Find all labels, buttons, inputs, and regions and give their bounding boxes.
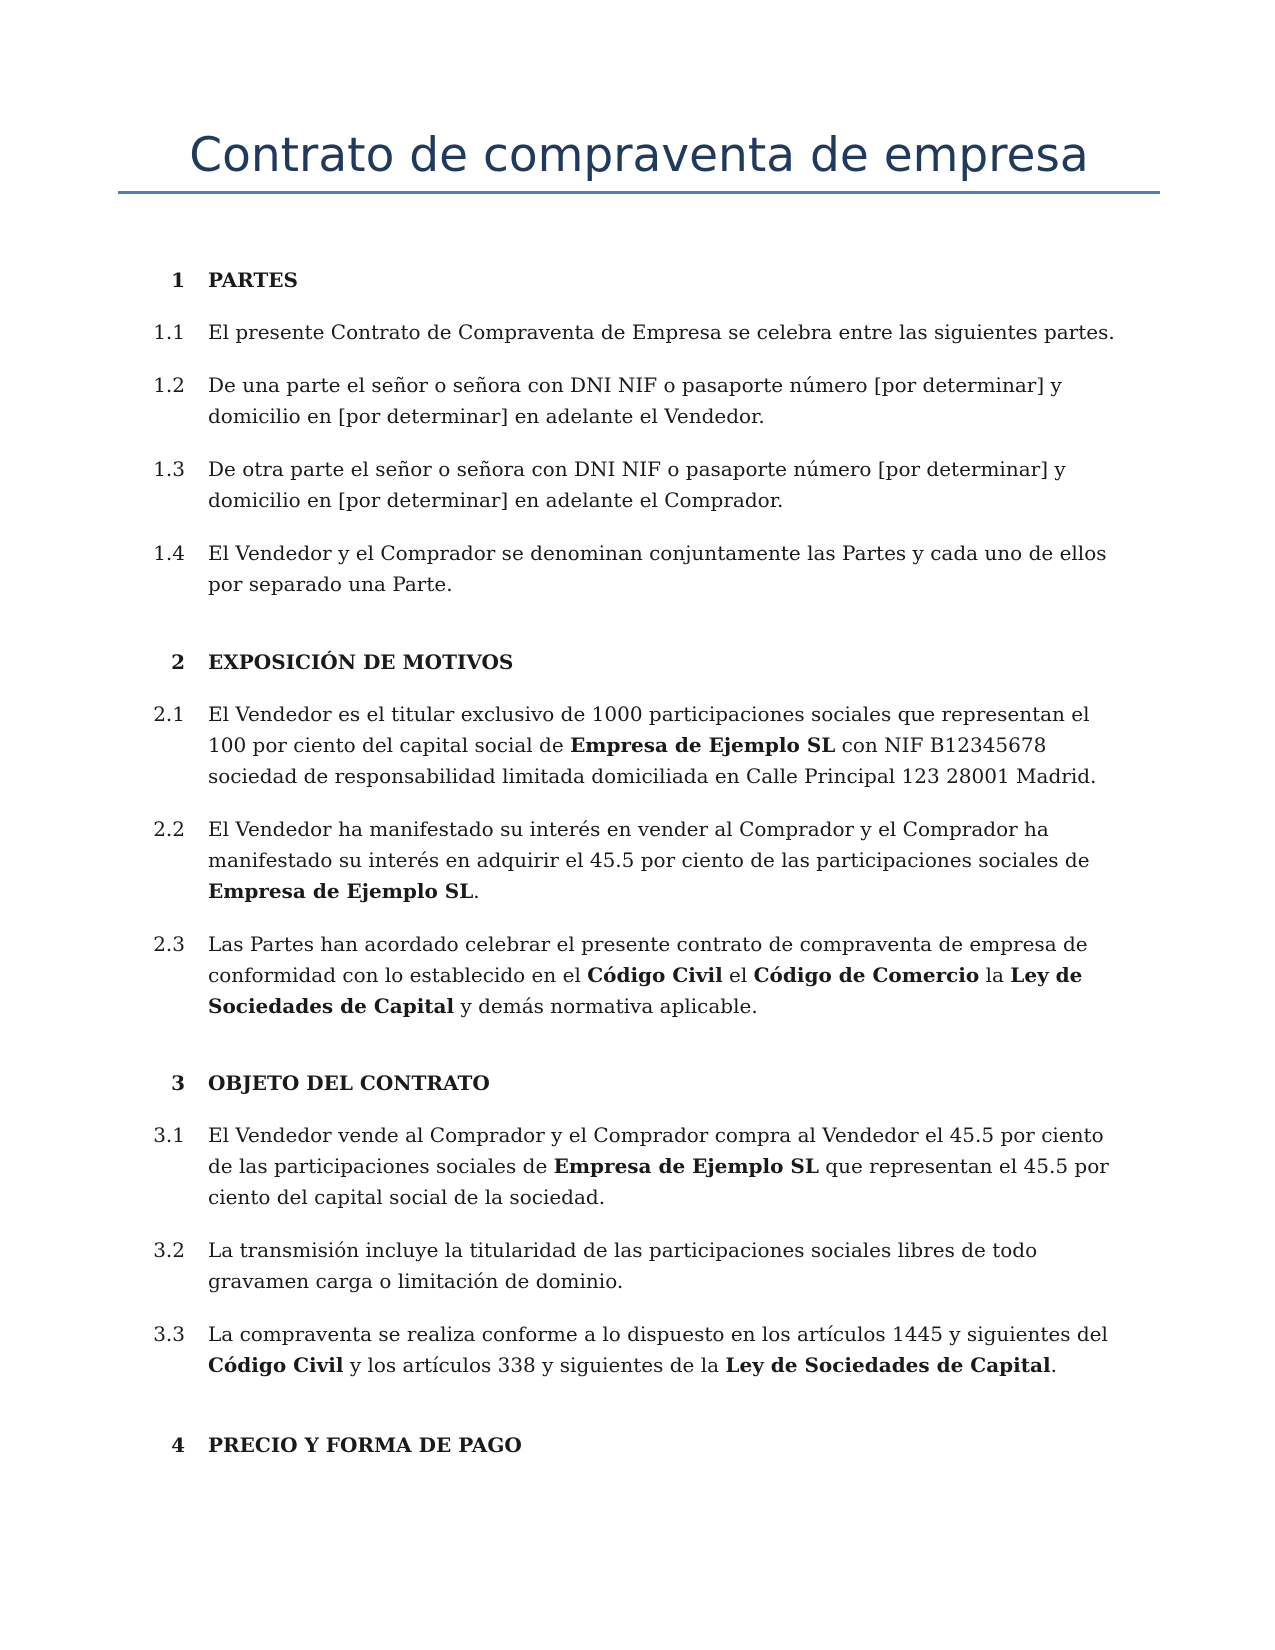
document-title: Contrato de compraventa de empresa [189,128,1089,183]
bold-reference: Ley de Sociedades de Capital [208,963,1083,1018]
clause-3.1 [0,1120,1275,1213]
bold-reference: Código de Comercio [753,963,980,987]
clause-text [208,929,1133,1022]
clause-text [208,454,1133,516]
clause-3.2 [0,1235,1275,1297]
clause-text [208,1120,1133,1213]
clause-text [208,538,1133,600]
clause-text-run: El Vendedor es el titular exclusivo de 1000 participaciones sociales que representan el 100 por ciento del capital social de [208,702,1090,757]
clause-text-run: De una parte el señor o señora con DNI NIF o pasaporte número [por determinar] y domicilio en [por determinar] en adelante el Vendedor. [208,373,1062,428]
clause-text-run: . [473,879,480,903]
section-title: PARTES [208,268,298,292]
clause-text [208,317,1133,348]
section-title: OBJETO DEL CONTRATO [208,1071,490,1095]
section-heading [0,1068,1275,1098]
title-underline [118,191,1160,194]
clause-number: 1.3 [153,457,185,481]
bold-reference: Código Civil [208,1353,344,1377]
clause-number: 3.3 [153,1322,185,1346]
clause-number: 2.3 [153,932,185,956]
section-number: 2 [171,650,185,674]
section-number: 1 [171,268,185,292]
section-3 [0,1068,1275,1381]
clause-1.1 [0,317,1275,348]
clause-2.2 [0,814,1275,907]
clause-text-run: el [722,963,754,987]
bold-reference: Empresa de Ejemplo SL [553,1154,819,1178]
section-heading [0,265,1275,295]
clause-1.2 [0,370,1275,432]
clause-text-run: De otra parte el señor o señora con DNI NIF o pasaporte número [por determinar] y domicilio en [por determinar] en adelante el Comprador. [208,457,1066,512]
section-title: PRECIO Y FORMA DE PAGO [208,1433,522,1457]
clause-number: 3.2 [153,1238,185,1262]
clause-3.3 [0,1319,1275,1381]
clause-text [208,370,1133,432]
section-4 [0,1430,1275,1460]
section-heading [0,647,1275,677]
clause-number: 1.4 [153,541,185,565]
clause-text-run: Las Partes han acordado celebrar el presente contrato de compraventa de empresa de conformidad con lo establecido en el [208,932,1088,987]
clause-number: 1.2 [153,373,185,397]
bold-reference: Ley de Sociedades de Capital [725,1353,1051,1377]
clause-text [208,814,1133,907]
clause-number: 2.1 [153,702,185,726]
section-2 [0,647,1275,1022]
section-title: EXPOSICIÓN DE MOTIVOS [208,650,514,674]
clause-number: 2.2 [153,817,185,841]
section-number: 3 [171,1071,185,1095]
clause-text-run: con NIF B12345678 sociedad de responsabilidad limitada domiciliada en Calle Principal 123 28001 Madrid. [208,733,1097,788]
section-1 [0,265,1275,600]
clause-text-run: y los artículos 338 y siguientes de la [343,1353,726,1377]
clause-text-run: La transmisión incluye la titularidad de las participaciones sociales libres de todo gravamen carga o limitación de dominio. [208,1238,1038,1293]
clause-text-run: La compraventa se realiza conforme a lo dispuesto en los artículos 1445 y siguientes del [208,1322,1108,1346]
clause-text-run: El Vendedor vende al Comprador y el Comprador compra al Vendedor el 45.5 por ciento de las participaciones sociales de [208,1123,1104,1178]
clause-1.3 [0,454,1275,516]
clause-text [208,1235,1133,1297]
section-number: 4 [171,1433,185,1457]
clause-2.3 [0,929,1275,1022]
bold-reference: Empresa de Ejemplo SL [570,733,836,757]
clause-number: 1.1 [153,320,185,344]
clause-text-run: El presente Contrato de Compraventa de Empresa se celebra entre las siguientes partes. [208,320,1115,344]
clause-text [208,1319,1133,1381]
clause-text-run: que representan el 45.5 por ciento del capital social de la sociedad. [208,1154,1109,1209]
clause-2.1 [0,699,1275,792]
clause-text [208,699,1133,792]
clause-text-run: . [1050,1353,1057,1377]
clause-text-run: la [979,963,1011,987]
clause-text-run: y demás normativa aplicable. [454,994,758,1018]
bold-reference: Empresa de Ejemplo SL [208,879,474,903]
clause-number: 3.1 [153,1123,185,1147]
clause-1.4 [0,538,1275,600]
clause-text-run: El Vendedor y el Comprador se denominan conjuntamente las Partes y cada uno de ellos por separado una Parte. [208,541,1107,596]
clause-text-run: El Vendedor ha manifestado su interés en vender al Comprador y el Comprador ha manifestado su interés en adquirir el 45.5 por ciento de las participaciones sociales de [208,817,1090,872]
section-heading [0,1430,1275,1460]
bold-reference: Código Civil [587,963,723,987]
